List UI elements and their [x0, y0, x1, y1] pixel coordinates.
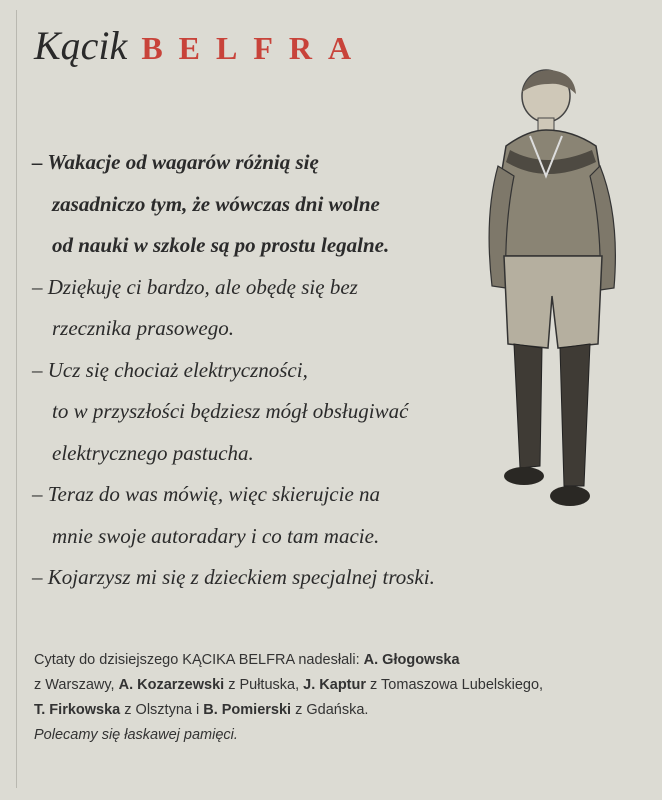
- author-name: A. Głogowska: [363, 652, 460, 668]
- quote-line: rzecznika prasowego.: [52, 316, 234, 340]
- credits-text: z Gdańska.: [291, 702, 369, 718]
- credits-text: z Olsztyna i: [120, 702, 204, 718]
- credits-line: [34, 648, 644, 673]
- author-name: A. Kozarzewski: [118, 677, 225, 693]
- credits-text: z Tomaszowa Lubelskiego,: [366, 677, 544, 693]
- credits-text: z Pułtuska,: [224, 677, 304, 693]
- credits-line: [34, 673, 644, 698]
- quote-line: – Wakacje od wagarów różnią się: [32, 150, 319, 174]
- column-title: [34, 22, 367, 69]
- credits-text: z Warszawy,: [34, 677, 119, 693]
- credits-line: [34, 698, 644, 723]
- quote-line: – Kojarzysz mi się z dzieckiem specjalnej troski.: [32, 565, 435, 589]
- quote-line: – Teraz do was mówię, więc skierujcie na: [32, 482, 381, 506]
- credits-block: [34, 648, 644, 748]
- quote-line: to w przyszłości będziesz mógł obsługiwać: [52, 399, 409, 423]
- boy-illustration: [478, 66, 628, 526]
- quote-line: od nauki w szkole są po prostu legalne.: [52, 233, 390, 257]
- quote-line: – Ucz się chociaż elektryczności,: [32, 357, 308, 382]
- quote-line: elektrycznego pastucha.: [52, 440, 254, 465]
- author-name: J. Kaptur: [303, 677, 366, 693]
- title-caps: BELFRA: [141, 30, 368, 66]
- quote-line: mnie swoje autoradary i co tam macie.: [52, 523, 380, 548]
- title-script: Kącik: [34, 23, 128, 68]
- closing-line: Polecamy się łaskawej pamięci.: [34, 727, 238, 743]
- author-name: B. Pomierski: [203, 702, 292, 718]
- quote-line: – Dziękuję ci bardzo, ale obędę się bez: [32, 274, 358, 299]
- quotes-block: [32, 142, 512, 599]
- credits-text: Cytaty do dzisiejszego KĄCIKA BELFRA nadesłali:: [34, 652, 364, 668]
- quote-line: zasadniczo tym, że wówczas dni wolne: [52, 191, 380, 216]
- author-name: T. Firkowska: [34, 702, 121, 718]
